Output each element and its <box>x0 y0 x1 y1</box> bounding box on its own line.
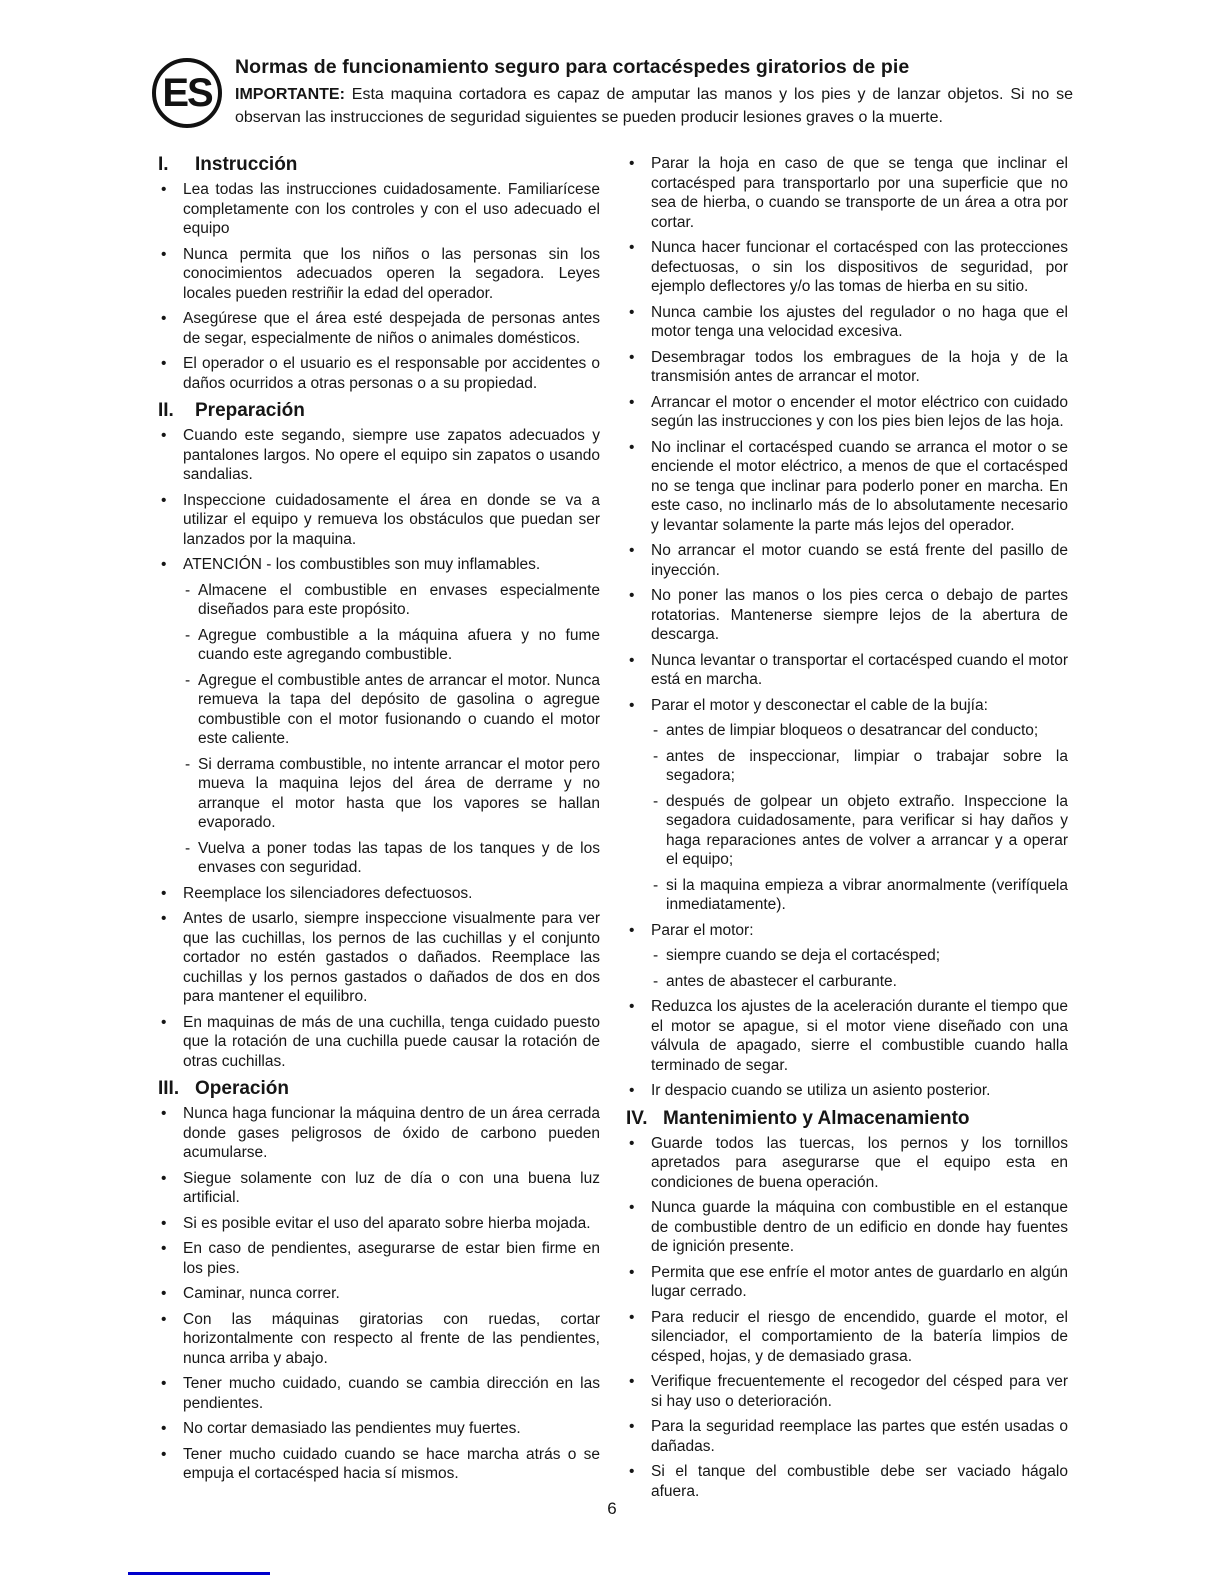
dash-marker: - <box>185 626 191 644</box>
dash-marker: - <box>185 671 191 689</box>
bullet-item <box>626 1308 1068 1367</box>
bullet-item <box>626 921 1068 941</box>
item-text: Desembragar todos los embragues de la hoja y de la transmisión antes de arrancar el motor. <box>651 348 1068 385</box>
right-column <box>626 154 1068 1507</box>
item-text: Tener mucho cuidado cuando se hace marcha atrás o se empuja el cortacésped hacia sí mismos. <box>183 1445 600 1482</box>
bullet-item <box>158 909 600 1007</box>
section-number: I. <box>158 154 169 175</box>
dash-sub-item <box>653 721 1068 741</box>
bullet-item <box>626 154 1068 232</box>
item-text: Permita que ese enfríe el motor antes de guardarlo en algún lugar cerrado. <box>651 1263 1068 1300</box>
bullet-marker: • <box>629 1373 635 1390</box>
footer-blue-line <box>128 1572 270 1575</box>
item-text: Nunca guarde la máquina con combustible en el estanque de combustible dentro de un edificio en donde hay fuentes de ignición presente. <box>651 1199 1068 1255</box>
bullet-marker: • <box>161 1445 167 1463</box>
dash-sub-item <box>185 671 600 749</box>
bullet-item <box>626 1134 1068 1193</box>
bullet-item <box>158 1310 600 1369</box>
dash-sub-item <box>185 839 600 878</box>
item-text: Nunca levantar o transportar el cortacésped cuando el motor está en marcha. <box>651 651 1069 688</box>
section-heading <box>158 154 600 176</box>
bullet-marker: • <box>629 1082 635 1099</box>
bullet-item <box>158 245 600 304</box>
section-number: II. <box>158 400 174 421</box>
bullet-marker: • <box>629 1263 635 1281</box>
bullet-item <box>626 393 1068 432</box>
bullet-marker: • <box>629 542 635 559</box>
dash-marker: - <box>185 755 191 773</box>
bullet-item <box>626 651 1068 690</box>
bullet-marker: • <box>629 393 635 411</box>
section-title: Mantenimiento y Almacenamiento <box>663 1107 970 1129</box>
item-text: Parar el motor: <box>651 921 754 939</box>
important-notice <box>235 84 1073 129</box>
item-text: ATENCIÓN - los combustibles son muy inflamables. <box>183 556 541 573</box>
item-text: Para la seguridad reemplace las partes que estén usadas o dañadas. <box>651 1418 1068 1455</box>
bullet-marker: • <box>629 1308 635 1326</box>
item-text: Nunca hacer funcionar el cortacésped con las protecciones defectuosas, o sin los dispositivos de seguridad, por ejemplo deflectores y/o las tomas de hierba en su sitio. <box>651 239 1068 295</box>
bullet-item <box>626 1198 1068 1257</box>
item-text: Caminar, nunca correr. <box>183 1285 340 1302</box>
bullet-marker: • <box>161 310 167 327</box>
bullet-item <box>158 180 600 239</box>
bullet-marker: • <box>629 438 635 456</box>
item-text: antes de abastecer el carburante. <box>666 972 897 990</box>
item-text: Reemplace los silenciadores defectuosos. <box>183 884 473 902</box>
bullet-marker: • <box>629 303 635 321</box>
dash-marker: - <box>653 792 659 810</box>
bullet-item <box>158 1169 600 1208</box>
bullet-marker: • <box>161 355 167 372</box>
document-header <box>152 56 1074 129</box>
item-text: No inclinar el cortacésped cuando se arranca el motor o se enciende el motor eléctrico, a menos de que el cortacésped no se tenga que inclinar para poderlo poner en marcha. En este caso, no inclinarlo más de lo absolutamente necesario y levantar solamente la parte más lejos del operador. <box>651 438 1068 534</box>
bullet-marker: • <box>629 155 635 172</box>
bullet-item <box>158 1445 600 1484</box>
item-text: Si es posible evitar el uso del aparato sobre hierba mojada. <box>183 1214 591 1232</box>
dash-marker: - <box>653 972 659 990</box>
item-text: Vuelva a poner todas las tapas de los tanques y de los envases con seguridad. <box>198 839 600 876</box>
bullet-item <box>626 1462 1068 1501</box>
page-number: 6 <box>607 1499 617 1518</box>
section-title: Instrucción <box>195 154 298 175</box>
bullet-marker: • <box>629 1463 635 1480</box>
bullet-marker: • <box>629 587 635 604</box>
bullet-item <box>626 303 1068 342</box>
item-text: El operador o el usuario es el responsable por accidentes o daños ocurridos a otras personas o a su propiedad. <box>183 355 600 392</box>
item-text: Ir despacio cuando se utiliza un asiento posterior. <box>651 1082 991 1099</box>
bullet-item <box>158 1284 600 1304</box>
es-badge-text: ES <box>162 70 212 115</box>
item-text: Almacene el combustible en envases especialmente diseñados para este propósito. <box>198 581 600 618</box>
item-text: Asegúrese que el área esté despejada de personas antes de segar, especialmente de niños o animales domésticos. <box>183 310 600 347</box>
bullet-marker: • <box>161 181 167 198</box>
bullet-marker: • <box>161 556 167 573</box>
bullet-marker: • <box>161 1214 167 1232</box>
dash-sub-item <box>185 755 600 833</box>
item-text: No cortar demasiado las pendientes muy fuertes. <box>183 1420 521 1437</box>
item-text: No arrancar el motor cuando se está frente del pasillo de inyección. <box>651 542 1068 579</box>
bullet-item <box>626 438 1068 536</box>
item-text: No poner las manos o los pies cerca o debajo de partes rotatorias. Mantenerse siempre lejos de la abertura de descarga. <box>651 587 1068 643</box>
item-text: siempre cuando se deja el cortacésped; <box>666 947 940 964</box>
bullet-marker: • <box>161 1285 167 1302</box>
item-text: Agregue combustible a la máquina afuera y no fume cuando este agregando combustible. <box>198 626 600 663</box>
bullet-item <box>158 1013 600 1072</box>
bullet-marker: • <box>161 910 167 927</box>
item-text: Si derrama combustible, no intente arrancar el motor pero mueva la maquina lejos del área de derrame y no arranque el motor hasta que los vapores se hallan evaporado. <box>198 755 600 831</box>
item-text: Parar la hoja en caso de que se tenga que inclinar el cortacésped para transportarlo por una superficie que no sea de hierba, o cuando se transporte de un área a otra por cortar. <box>651 155 1068 231</box>
bullet-marker: • <box>629 998 635 1015</box>
header-text-block <box>235 56 1073 129</box>
dash-sub-item <box>185 581 600 620</box>
bullet-marker: • <box>161 1013 167 1031</box>
important-label: IMPORTANTE: <box>235 86 345 103</box>
item-text: Reduzca los ajustes de la aceleración durante el tiempo que el motor se apague, si el motor viene diseñado con una válvula de apagado, sierre el combustible cuando halla terminado de segar. <box>651 998 1068 1074</box>
item-text: si la maquina empieza a vibrar anormalmente (verifíquela inmediatamente). <box>666 876 1068 913</box>
bullet-marker: • <box>161 1420 167 1437</box>
item-text: antes de limpiar bloqueos o desatrancar del conducto; <box>666 722 1039 739</box>
item-text: Si el tanque del combustible debe ser vaciado hágalo afuera. <box>651 1463 1068 1500</box>
bullet-marker: • <box>161 1105 167 1122</box>
bullet-item <box>626 586 1068 645</box>
es-language-badge <box>152 58 222 128</box>
item-text: Siegue solamente con luz de día o con una buena luz artificial. <box>183 1169 600 1206</box>
bullet-marker: • <box>161 245 167 263</box>
item-text: Antes de usarlo, siempre inspeccione visualmente para ver que las cuchillas, los pernos de las cuchillas y el conjunto cortador no estén gastados o dañados. Reemplace las cuchillas y los pernos gastados o dañados de dos en dos para mantener el equilibro. <box>183 910 600 1005</box>
section-heading <box>158 400 600 422</box>
bullet-item <box>158 1374 600 1413</box>
section-heading <box>158 1078 600 1100</box>
two-column-body <box>158 154 1068 1507</box>
dash-marker: - <box>653 876 659 894</box>
section-title: Preparación <box>195 400 305 421</box>
bullet-item <box>158 354 600 393</box>
section-title: Operación <box>195 1078 289 1099</box>
item-text: Agregue el combustible antes de arrancar el motor. Nunca remueva la tapa del depósito de gasolina o agregue combustible con el motor fusionando o cuando el motor este caliente. <box>198 671 600 747</box>
bullet-item <box>626 1081 1068 1101</box>
item-text: Cuando este segando, siempre use zapatos adecuados y pantalones largos. No opere el equipo sin zapatos o usando sandalias. <box>183 427 600 483</box>
bullet-item <box>158 555 600 575</box>
item-text: Tener mucho cuidado, cuando se cambia dirección en las pendientes. <box>183 1375 600 1412</box>
dash-sub-item <box>653 876 1068 915</box>
item-text: después de golpear un objeto extraño. Inspeccione la segadora cuidadosamente, para verificar si hay daños y haga reparaciones antes de volver a arrancar y a operar el equipo; <box>666 792 1068 868</box>
bullet-item <box>626 348 1068 387</box>
bullet-item <box>626 997 1068 1075</box>
bullet-marker: • <box>629 921 635 939</box>
bullet-marker: • <box>161 1169 167 1187</box>
dash-marker: - <box>653 722 659 739</box>
item-text: En maquinas de más de una cuchilla, tenga cuidado puesto que la rotación de una cuchilla puede causar la rotación de otras cuchillas. <box>183 1013 600 1070</box>
bullet-marker: • <box>161 884 167 902</box>
item-text: Guarde todos las tuercas, los pernos y los tornillos apretados para asegurarse que el equipo esta en condiciones de buena operación. <box>651 1134 1068 1191</box>
bullet-marker: • <box>161 427 167 444</box>
bullet-item <box>626 1417 1068 1456</box>
item-text: Arrancar el motor o encender el motor eléctrico con cuidado según las instrucciones y con los pies bien lejos de las hoja. <box>651 393 1068 430</box>
bullet-marker: • <box>629 348 635 366</box>
bullet-item <box>158 426 600 485</box>
bullet-marker: • <box>161 491 167 509</box>
dash-sub-item <box>653 946 1068 966</box>
item-text: Nunca permita que los niños o las personas sin los conocimientos adecuados operen la segadora. Leyes locales pueden restriñir la edad del operador. <box>183 245 600 302</box>
bullet-marker: • <box>161 1240 167 1257</box>
section-heading <box>626 1108 1068 1130</box>
bullet-marker: • <box>629 1199 635 1216</box>
item-text: Parar el motor y desconectar el cable de la bujía: <box>651 696 988 714</box>
item-text: antes de inspeccionar, limpiar o trabajar sobre la segadora; <box>666 747 1068 784</box>
bullet-marker: • <box>629 1418 635 1435</box>
bullet-marker: • <box>629 696 635 714</box>
bullet-marker: • <box>161 1375 167 1392</box>
page-title: Normas de funcionamiento seguro para cortacéspedes giratorios de pie <box>235 56 910 78</box>
dash-marker: - <box>185 839 191 857</box>
dash-sub-item <box>653 792 1068 870</box>
bullet-item <box>158 1419 600 1439</box>
dash-marker: - <box>653 747 659 765</box>
item-text: Lea todas las instrucciones cuidadosamente. Familiarícese completamente con los controles y con el uso adecuado el equipo <box>183 181 600 237</box>
bullet-item <box>626 541 1068 580</box>
item-text: Inspeccione cuidadosamente el área en donde se va a utilizar el equipo y remueva los obstáculos que puedan ser lanzados por la maquina. <box>183 491 600 548</box>
bullet-marker: • <box>629 1134 635 1152</box>
bullet-item <box>158 1214 600 1234</box>
left-column <box>158 154 600 1507</box>
bullet-item <box>626 238 1068 297</box>
item-text: Nunca cambie los ajustes del regulador o no haga que el motor tenga una velocidad excesiva. <box>651 303 1068 340</box>
bullet-item <box>158 309 600 348</box>
item-text: Verifique frecuentemente el recogedor del césped para ver si hay uso o deterioración. <box>651 1373 1068 1410</box>
bullet-item <box>158 491 600 550</box>
important-text: Esta maquina cortadora es capaz de amputar las manos y los pies y de lanzar objetos. Si no se observan las instrucciones de seguridad siguientes se pueden producir lesiones graves o la muerte. <box>235 86 1074 126</box>
dash-marker: - <box>185 581 191 599</box>
bullet-item <box>158 1104 600 1163</box>
item-text: En caso de pendientes, asegurarse de estar bien firme en los pies. <box>183 1240 600 1277</box>
dash-marker: - <box>653 947 659 964</box>
dash-sub-item <box>653 747 1068 786</box>
dash-sub-item <box>653 972 1068 992</box>
section-number: III. <box>158 1078 180 1099</box>
bullet-marker: • <box>161 1310 167 1328</box>
dash-sub-item <box>185 626 600 665</box>
bullet-item <box>626 1372 1068 1411</box>
section-number: IV. <box>626 1107 648 1129</box>
bullet-item <box>158 1239 600 1278</box>
item-text: Con las máquinas giratorias con ruedas, cortar horizontalmente con respecto al frente de las pendientes, nunca arriba y abajo. <box>183 1310 600 1367</box>
bullet-item <box>626 1263 1068 1302</box>
item-text: Para reducir el riesgo de encendido, guarde el motor, el silenciador, el comportamiento de la batería limpios de césped, hojas, y de demasiado grasa. <box>651 1308 1068 1365</box>
item-text: Nunca haga funcionar la máquina dentro de un área cerrada donde gases peligrosos de óxido de carbono pueden acumularse. <box>183 1105 600 1161</box>
bullet-marker: • <box>629 239 635 256</box>
bullet-item <box>158 884 600 904</box>
bullet-marker: • <box>629 651 635 669</box>
bullet-item <box>626 696 1068 716</box>
